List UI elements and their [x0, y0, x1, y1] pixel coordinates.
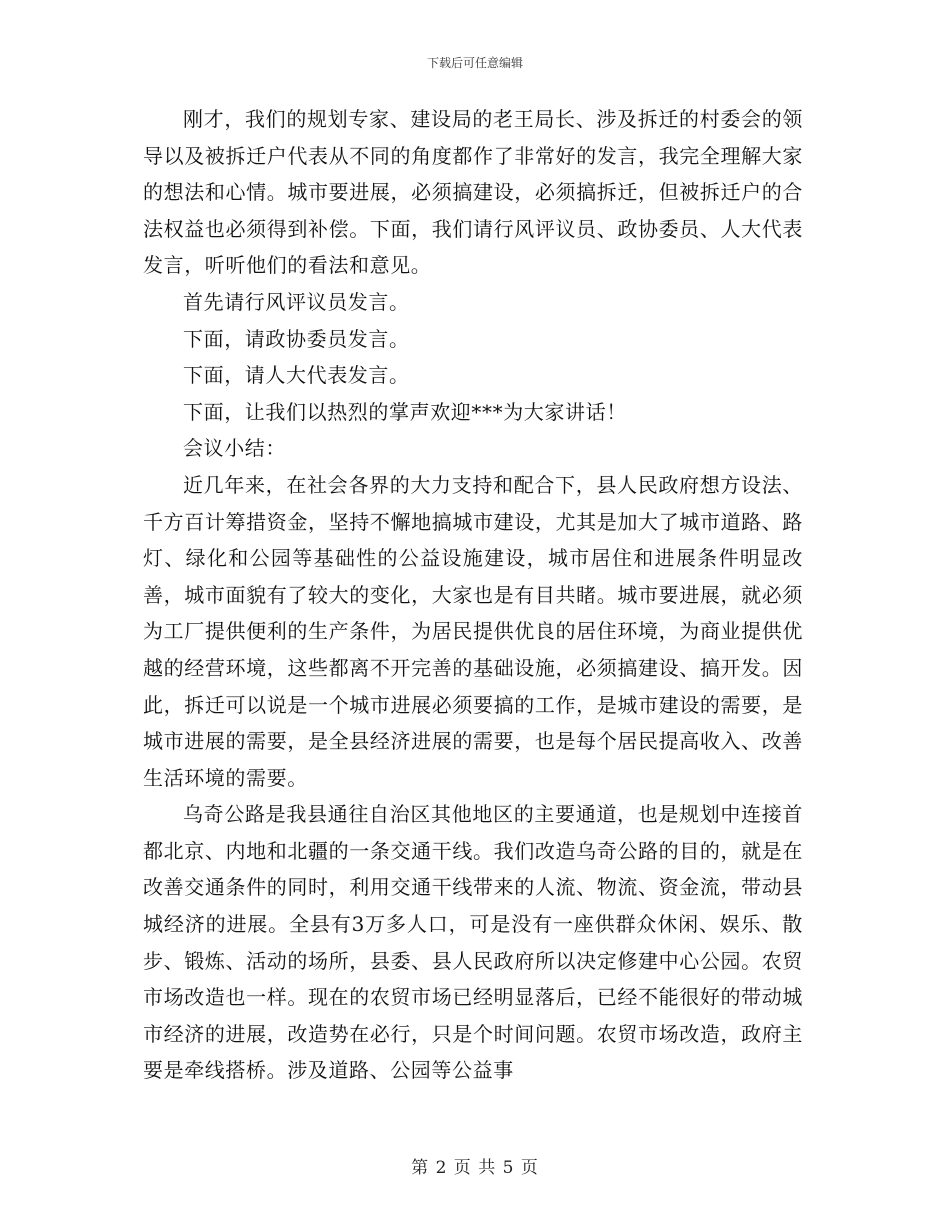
- document-body: [143, 101, 803, 1089]
- paragraph-first-speaker: 首先请行风评议员发言。: [183, 289, 410, 314]
- page-header: 下载后可任意编辑: [426, 56, 523, 70]
- paragraph-third-speaker: 下面，请人大代表发言。: [183, 363, 410, 388]
- paragraph-opening: 刚才，我们的规划专家、建设局的老王局长、涉及拆迁的村委会的领导以及被拆迁户代表从不同的角度都作了非常好的发言，我完全理解大家的想法和心情。城市要进展，必须搞建设，必须搞拆迁，但被拆迁户的合法权益也必须得到补偿。下面，我们请行风评议员、政协委员、人大代表发言，听听他们的看法和意见。: [143, 107, 803, 278]
- paragraph-second-speaker: 下面，请政协委员发言。: [183, 326, 410, 351]
- paragraph-summary-body: 近几年来，在社会各界的大力支持和配合下，县人民政府想方设法、千方百计筹措资金，坚持不懈地搞城市建设，尤其是加大了城市道路、路灯、绿化和公园等基础性的公益设施建设，城市居住和进展条件明显改善，城市面貌有了较大的变化，大家也是有目共睹。城市要进展，就必须为工厂提供便利的生产条件，为居民提供优良的居住环境，为商业提供优越的经营环境，这些都离不开完善的基础设施，必须搞建设、搞开发。因此，拆迁可以说是一个城市进展必须要搞的工作，是城市建设的需要，是城市进展的需要，是全县经济进展的需要，也是每个居民提高收入、改善生活环境的需要。: [143, 472, 803, 790]
- paragraph-welcome: 下面，让我们以热烈的掌声欢迎***为大家讲话！: [183, 399, 627, 424]
- paragraph-highway: 乌奇公路是我县通往自治区其他地区的主要通道，也是规划中连接首都北京、内地和北疆的一条交通干线。我们改造乌奇公路的目的，就是在改善交通条件的同时，利用交通干线带来的人流、物流、资金流，带动县城经济的进展。全县有3万多人口，可是没有一座供群众休闲、娱乐、散步、锻炼、活动的场所，县委、县人民政府所以决定修建中心公园。农贸市场改造也一样。现在的农贸市场已经明显落后，已经不能很好的带动城市经济的进展，改造势在必行，只是个时间问题。农贸市场改造，政府主要是牵线搭桥。涉及道路、公园等公益事: [143, 802, 803, 1083]
- page-footer: 第 2 页 共 5 页: [411, 1158, 539, 1178]
- paragraph-summary-heading: 会议小结：: [183, 436, 286, 461]
